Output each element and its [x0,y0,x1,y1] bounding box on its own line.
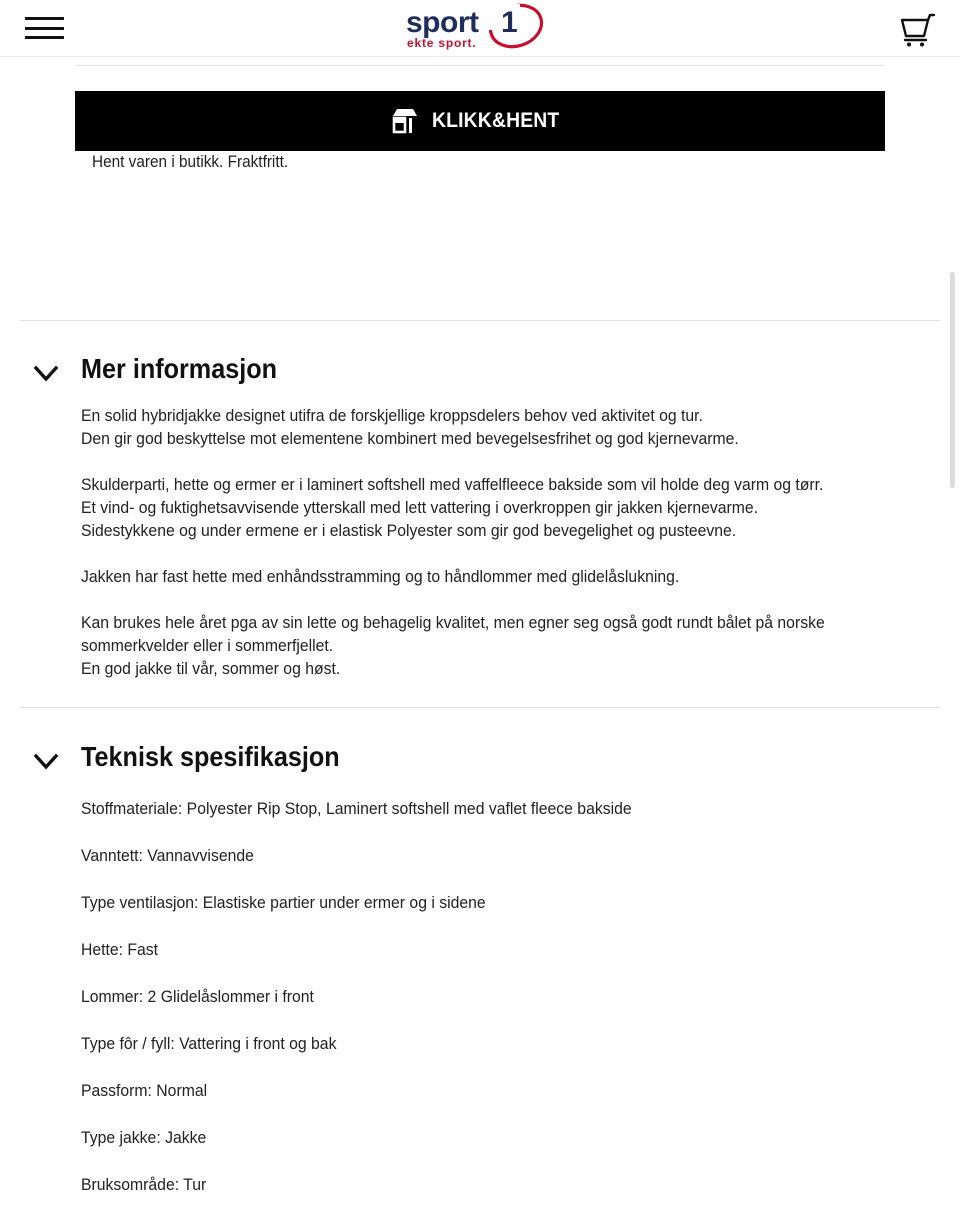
spec-row: Stoffmateriale: Polyester Rip Stop, Laminert softshell med vaflet fleece bakside [81,800,632,818]
hamburger-bar [25,36,64,39]
section-title: Mer informasjon [81,353,278,384]
storefront-icon [390,106,420,136]
technical-specification-list [81,799,881,1222]
hamburger-menu-icon[interactable] [25,13,65,43]
svg-text:1: 1 [501,6,518,39]
section-header-more-info[interactable] [0,351,940,397]
more-info-paragraph: Skulderparti, hette og ermer er i laminert softshell med vaffelfleece bakside som vil holde deg varm og tørr. Et vind- og fuktighetsavvisende ytterskall med lett vattering i overkroppen gir jakken kjernevarme. Sidestykkene og under ermene er i elastisk Polyester som gir god bevegelighet og pusteevne. [81,476,824,540]
chevron-down-icon [30,745,62,777]
hamburger-bar [25,27,64,30]
section-title: Teknisk spesifikasjon [81,741,340,772]
spec-row: Vanntett: Vannavvisende [81,847,254,865]
pickup-note: Hent varen i butikk. Fraktfritt. [92,153,289,171]
sport1-logo[interactable] [400,2,560,54]
page-scrollbar-track[interactable] [949,57,958,1219]
section-header-technical-specification[interactable] [0,739,940,785]
spec-row: Bruksområde: Tur [81,1176,207,1194]
page-scrollbar-thumb[interactable] [950,272,955,488]
spec-row: Type ventilasjon: Elastiske partier under ermer og i sidene [81,894,486,912]
more-info-paragraph: Jakken har fast hette med enhåndsstramming og to håndlommer med glidelåslukning. [81,568,680,586]
section-divider [20,320,940,321]
site-header [0,0,960,57]
spec-row: Type fôr / fyll: Vattering i front og bak [81,1035,337,1053]
spec-row: Type jakke: Jakke [81,1129,207,1147]
shopping-cart-icon[interactable] [894,8,940,50]
spec-row: Passform: Normal [81,1082,208,1100]
click-and-collect-banner[interactable] [75,91,885,151]
svg-text:sport: sport [406,6,479,39]
click-and-collect-label: KLIKK&HENT [431,109,560,132]
spec-row: Hette: Fast [81,941,159,959]
chevron-down-icon [30,357,62,389]
spec-row: Lommer: 2 Glidelåslommer i front [81,988,314,1006]
svg-text:ekte sport.: ekte sport. [407,36,477,50]
more-info-body [81,405,881,681]
more-info-paragraph: En solid hybridjakke designet utifra de forskjellige kroppsdelers behov ved aktivitet og tur. Den gir god beskyttelse mot elementene kombinert med bevegelsesfrihet og god kjernevarme. [81,407,739,448]
hamburger-bar [25,17,64,20]
section-divider [20,707,940,708]
header-divider [75,65,885,66]
more-info-paragraph: Kan brukes hele året pga av sin lette og behagelig kvalitet, men egner seg også godt rundt bålet på norske sommerkvelder eller i sommerfjellet. En god jakke til vår, sommer og høst. [81,614,825,678]
